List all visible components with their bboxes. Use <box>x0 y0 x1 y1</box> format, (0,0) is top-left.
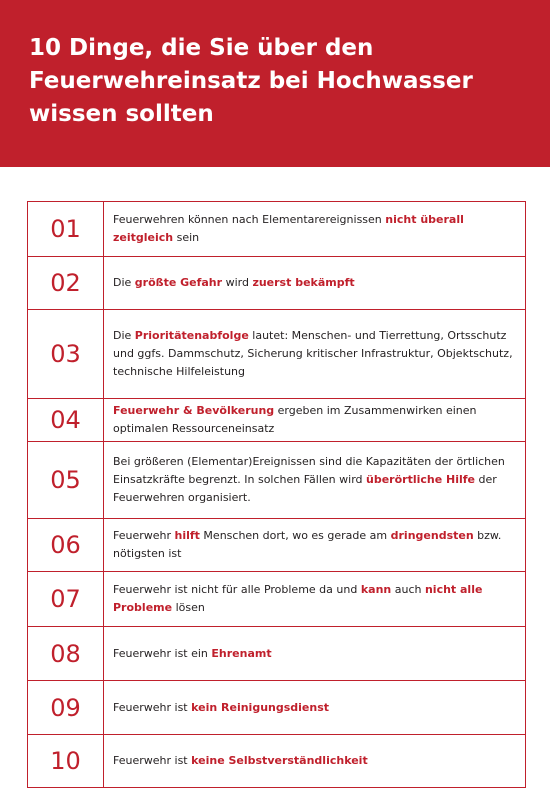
item-text-segment: auch <box>391 583 425 596</box>
item-number: 06 <box>28 519 104 571</box>
item-number: 01 <box>28 202 104 256</box>
item-highlight: überörtliche Hilfe <box>366 473 476 486</box>
item-text-segment: Feuerwehr ist <box>113 754 192 767</box>
item-text-segment: sein <box>173 231 200 244</box>
item-text <box>104 257 525 309</box>
list-item <box>27 441 526 518</box>
list-item <box>27 256 526 309</box>
item-text-segment: lautet: Menschen- und Tierrettung, Ortsschutz und ggfs. Dammschutz, Sicherung kritischer Infrastruktur, Objektschutz, technische Hilfeleistung <box>113 329 513 378</box>
item-highlight: Prioritätenabfolge <box>134 329 249 342</box>
item-text-segment: Die <box>113 329 135 342</box>
item-highlight: zuerst bekämpft <box>252 276 355 289</box>
item-highlight: kann <box>360 583 392 596</box>
item-text <box>104 572 525 626</box>
item-text <box>104 310 525 398</box>
list-item <box>27 398 526 441</box>
item-text-segment: ergeben im Zusammenwirken einen optimalen Ressourceneinsatz <box>113 404 477 435</box>
item-text <box>104 202 525 256</box>
item-number: 10 <box>28 735 104 787</box>
item-number: 02 <box>28 257 104 309</box>
item-text-segment: Menschen dort, wo es gerade am <box>199 529 391 542</box>
item-text-segment: Bei größeren (Elementar)Ereignissen sind die Kapazitäten der örtlichen Einsatzkräfte begrenzt. In solchen Fällen wird <box>113 455 505 486</box>
item-highlight: hilft <box>174 529 200 542</box>
list-item <box>27 309 526 398</box>
list-item <box>27 518 526 571</box>
list-item <box>27 680 526 734</box>
item-number: 07 <box>28 572 104 626</box>
item-number: 05 <box>28 442 104 518</box>
item-text-segment: Feuerwehr ist <box>113 700 192 714</box>
item-highlight: nicht alle Probleme <box>113 583 483 614</box>
item-text-segment: Feuerwehr <box>113 529 175 542</box>
item-text <box>104 442 525 518</box>
item-text <box>104 735 525 787</box>
item-text-segment: lösen <box>172 601 205 614</box>
item-text-segment: der Feuerwehren organisiert. <box>113 473 497 504</box>
item-highlight: nicht überall zeitgleich <box>113 213 464 244</box>
page-title <box>29 32 529 131</box>
header-banner <box>0 0 550 167</box>
item-text-segment: Die <box>113 276 135 289</box>
item-highlight: Feuerwehr & Bevölkerung <box>113 404 275 417</box>
items-table <box>27 201 526 788</box>
title-line-2: Feuerwehreinsatz bei Hochwasser <box>29 68 473 94</box>
item-text-segment: bzw. nötigsten ist <box>113 529 502 560</box>
item-text-segment: Feuerwehr ist nicht für alle Probleme da und <box>113 583 361 596</box>
item-text <box>104 627 525 680</box>
item-highlight: größte Gefahr <box>134 276 223 289</box>
list-item <box>27 201 526 256</box>
list-item <box>27 626 526 680</box>
item-text-segment: Feuerwehr ist ein <box>113 646 212 660</box>
item-number: 04 <box>28 399 104 441</box>
item-number: 08 <box>28 627 104 680</box>
item-text <box>104 399 525 441</box>
item-text-segment: Feuerwehren können nach Elementarereignissen <box>113 213 386 226</box>
item-number: 03 <box>28 310 104 398</box>
item-highlight: Ehrenamt <box>211 646 272 660</box>
item-highlight: kein Reinigungsdienst <box>191 700 330 714</box>
title-line-1: 10 Dinge, die Sie über den <box>29 35 374 61</box>
item-highlight: keine Selbstverständlichkeit <box>191 754 368 767</box>
title-line-3: wissen sollten <box>29 101 214 127</box>
item-text <box>104 681 525 734</box>
list-item <box>27 734 526 788</box>
item-highlight: dringendsten <box>390 529 474 542</box>
item-number: 09 <box>28 681 104 734</box>
item-text <box>104 519 525 571</box>
item-text-segment: wird <box>222 276 253 289</box>
list-item <box>27 571 526 626</box>
